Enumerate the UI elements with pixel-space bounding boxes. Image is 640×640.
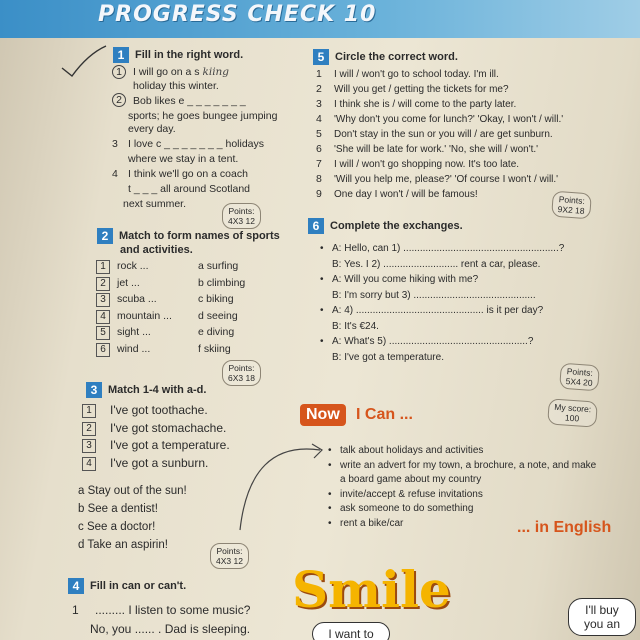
s5-points-total: 18 bbox=[574, 205, 585, 216]
s5-points-score: 9X2 bbox=[557, 204, 574, 216]
s2-left-item: scuba ... bbox=[117, 293, 157, 305]
s1-line-4: sports; he goes bungee jumping bbox=[128, 110, 278, 122]
s3-num-box: 4 bbox=[82, 457, 96, 471]
s1-line-9: t _ _ _ all around Scotland bbox=[128, 183, 251, 195]
s5-line: 'She will be late for work.' 'No, she will / won't.' bbox=[334, 144, 539, 155]
s3-answer: b See a dentist! bbox=[78, 503, 158, 515]
section-3-title bbox=[86, 382, 206, 398]
s6-line: B: It's €24. bbox=[332, 320, 379, 332]
s5-num: 8 bbox=[316, 173, 322, 185]
s4-num-1: 1 bbox=[72, 603, 79, 617]
s5-num: 9 bbox=[316, 188, 322, 200]
s5-num: 4 bbox=[316, 113, 322, 125]
s2-right-item: d seeing bbox=[198, 309, 238, 322]
s2-num-box: 4 bbox=[96, 310, 110, 324]
section-2-title bbox=[97, 228, 280, 244]
s1-line-3: Bob likes e _ _ _ _ _ _ _ bbox=[133, 95, 246, 107]
s3-num-box: 1 bbox=[82, 404, 96, 418]
s1-num-2 bbox=[112, 93, 126, 107]
s1-num-4: 4 bbox=[112, 168, 118, 180]
my-score-box bbox=[547, 398, 598, 427]
s5-line: Don't stay in the sun or you will / are get sunburn. bbox=[334, 129, 553, 140]
s2-num-box: 2 bbox=[96, 277, 110, 291]
i-can-item: • talk about holidays and activities bbox=[340, 444, 483, 457]
section-5-heading: Circle the correct word. bbox=[335, 50, 458, 63]
s1-l1: I will go on a s bbox=[133, 66, 200, 78]
s5-line: Will you get / getting the tickets for me? bbox=[334, 84, 509, 95]
section-4-heading: Fill in can or can't. bbox=[90, 579, 187, 592]
s5-line: I will / won't go to school today. I'm ill. bbox=[334, 69, 499, 80]
s1-points-total: 12 bbox=[245, 216, 255, 226]
my-score-label: My score: bbox=[554, 401, 592, 415]
s1-num-3: 3 bbox=[112, 138, 118, 150]
header-banner bbox=[0, 0, 640, 38]
s2-left-item: wind ... bbox=[117, 342, 151, 355]
s5-num: 1 bbox=[316, 68, 322, 80]
s2-left-item: rock ... bbox=[117, 260, 149, 272]
s5-line: 'Why don't you come for lunch?' 'Okay, I won't / will.' bbox=[334, 114, 564, 125]
s3-points-total: 12 bbox=[233, 556, 243, 566]
s2-num-box: 3 bbox=[96, 293, 110, 307]
section-6-number: 6 bbox=[308, 218, 324, 234]
in-english-label: ... in English bbox=[517, 519, 612, 536]
section-5-number: 5 bbox=[313, 49, 329, 65]
s6-line: B: Yes. I 2) ........................... rent a car, please. bbox=[332, 258, 541, 270]
section-1-heading: Fill in the right word. bbox=[135, 48, 244, 61]
i-can-item: • rent a bike/car bbox=[340, 517, 403, 530]
s5-num: 2 bbox=[316, 83, 322, 95]
s2-points-score: 6X3 bbox=[228, 373, 244, 383]
s2-left-item: jet ... bbox=[117, 276, 140, 289]
s6-line: • A: What's 5) ..................................................? bbox=[332, 335, 533, 348]
s3-item: I've got stomachache. bbox=[110, 420, 227, 435]
s6-line: B: I've got a temperature. bbox=[332, 351, 444, 363]
s6-line: B: I'm sorry but 3) ............................................ bbox=[332, 289, 536, 301]
s3-item: I've got a temperature. bbox=[110, 438, 230, 452]
s2-num-box: 1 bbox=[96, 260, 110, 274]
section-3-number: 3 bbox=[86, 382, 102, 398]
section-4-number: 4 bbox=[68, 578, 84, 594]
s5-points bbox=[551, 191, 592, 220]
arrow-curve-icon bbox=[230, 440, 330, 550]
i-can-item: • write an advert for my town, a brochure, a note, and make bbox=[340, 459, 596, 472]
s3-answer: a Stay out of the sun! bbox=[78, 485, 187, 497]
smile-logo: Smile bbox=[292, 560, 451, 619]
s6-points-label: Points: bbox=[566, 366, 594, 378]
s4-line-1: ......... I listen to some music? bbox=[95, 603, 251, 617]
i-can-item: • ask someone to do something bbox=[340, 502, 473, 515]
section-2-heading-2: and activities. bbox=[120, 244, 193, 256]
s6-line: • A: 4) .............................................. is it per day? bbox=[332, 304, 543, 317]
s1-line-5: every day. bbox=[128, 123, 176, 135]
s3-num-box: 3 bbox=[82, 439, 96, 453]
s5-num: 6 bbox=[316, 143, 322, 155]
s2-points-total: 18 bbox=[245, 373, 255, 383]
section-3-heading: Match 1-4 with a-d. bbox=[108, 383, 207, 396]
s2-left-item: sight ... bbox=[117, 326, 151, 338]
s2-right-item: b climbing bbox=[198, 276, 246, 289]
s3-item: I've got a sunburn. bbox=[110, 455, 209, 470]
s2-num-box: 5 bbox=[96, 326, 110, 340]
s5-points-label: Points: bbox=[558, 194, 586, 206]
s4-line-2: No, you ...... . Dad is sleeping. bbox=[90, 622, 251, 636]
s5-num: 3 bbox=[316, 98, 322, 110]
my-score-total: 100 bbox=[564, 412, 580, 424]
s1-n1: 1 bbox=[112, 65, 126, 79]
s1-line-6: I love c _ _ _ _ _ _ _ holidays bbox=[128, 138, 265, 150]
section-6-heading: Complete the exchanges. bbox=[330, 219, 463, 232]
s1-points-label: Points: bbox=[228, 206, 255, 216]
s3-points-label: Points: bbox=[216, 546, 243, 556]
section-5-title bbox=[313, 49, 458, 65]
section-2-number: 2 bbox=[97, 228, 113, 244]
s2-right-item: c biking bbox=[198, 293, 234, 305]
bubble-right-line-1: I'll buy bbox=[585, 603, 619, 617]
s1-line-2: holiday this winter. bbox=[133, 80, 219, 92]
check-mark-icon bbox=[58, 42, 108, 82]
s2-right-item: e diving bbox=[198, 326, 235, 338]
section-6-title bbox=[308, 218, 463, 234]
s2-left-item: mountain ... bbox=[117, 309, 172, 322]
s3-answer: c See a doctor! bbox=[78, 521, 156, 533]
s6-points bbox=[559, 363, 600, 392]
now-badge: Now bbox=[300, 404, 346, 426]
handwriting: kiing bbox=[202, 66, 230, 78]
s5-line: 'Will you help me, please?' 'Of course I won't / will.' bbox=[334, 174, 559, 185]
s1-points bbox=[222, 203, 261, 229]
speech-bubble-right bbox=[568, 598, 636, 636]
s5-num: 5 bbox=[316, 128, 322, 140]
s3-item: I've got toothache. bbox=[110, 403, 208, 417]
section-1-number: 1 bbox=[113, 47, 129, 63]
s5-line: One day I won't / will be famous! bbox=[334, 189, 478, 200]
s1-line-7: where we stay in a tent. bbox=[128, 153, 239, 165]
s6-points-total: 20 bbox=[582, 377, 593, 388]
s1-points-score: 4X3 bbox=[228, 216, 244, 226]
s1-line-1 bbox=[133, 66, 229, 79]
speech-bubble-left: I want to bbox=[312, 622, 390, 640]
section-2-heading: Match to form names of sports bbox=[119, 229, 280, 242]
s2-right-item: f skiing bbox=[198, 342, 231, 355]
s1-num-1 bbox=[112, 65, 126, 79]
s6-line: • A: Will you come hiking with me? bbox=[332, 273, 478, 286]
section-1-title bbox=[113, 47, 243, 63]
s2-right-item: a surfing bbox=[198, 260, 239, 272]
bubble-right-line-2: you an bbox=[583, 617, 621, 631]
i-can-item: • invite/accept & refuse invitations bbox=[340, 488, 483, 501]
s5-line: I will / won't go shopping now. It's too late. bbox=[334, 159, 520, 170]
s6-points-score: 5X4 bbox=[565, 376, 582, 388]
s3-answer: d Take an aspirin! bbox=[78, 539, 168, 551]
page-title: PROGRESS CHECK 10 bbox=[98, 2, 377, 27]
s1-line-10: next summer. bbox=[123, 198, 187, 210]
s2-points-label: Points: bbox=[228, 363, 255, 373]
s6-line: • A: Hello, can 1) ........................................................? bbox=[332, 242, 564, 255]
s3-num-box: 2 bbox=[82, 422, 96, 436]
i-can-title: I Can ... bbox=[356, 406, 413, 423]
section-4-title bbox=[68, 578, 186, 594]
s5-num: 7 bbox=[316, 158, 322, 170]
s5-line: I think she is / will come to the party later. bbox=[334, 99, 517, 110]
s2-num-box: 6 bbox=[96, 343, 110, 357]
i-can-item: a board game about my country bbox=[340, 474, 482, 485]
s3-points-score: 4X3 bbox=[216, 556, 232, 566]
s1-line-8: I think we'll go on a coach bbox=[128, 168, 248, 180]
s2-points bbox=[222, 360, 261, 386]
s1-n2: 2 bbox=[112, 93, 126, 107]
